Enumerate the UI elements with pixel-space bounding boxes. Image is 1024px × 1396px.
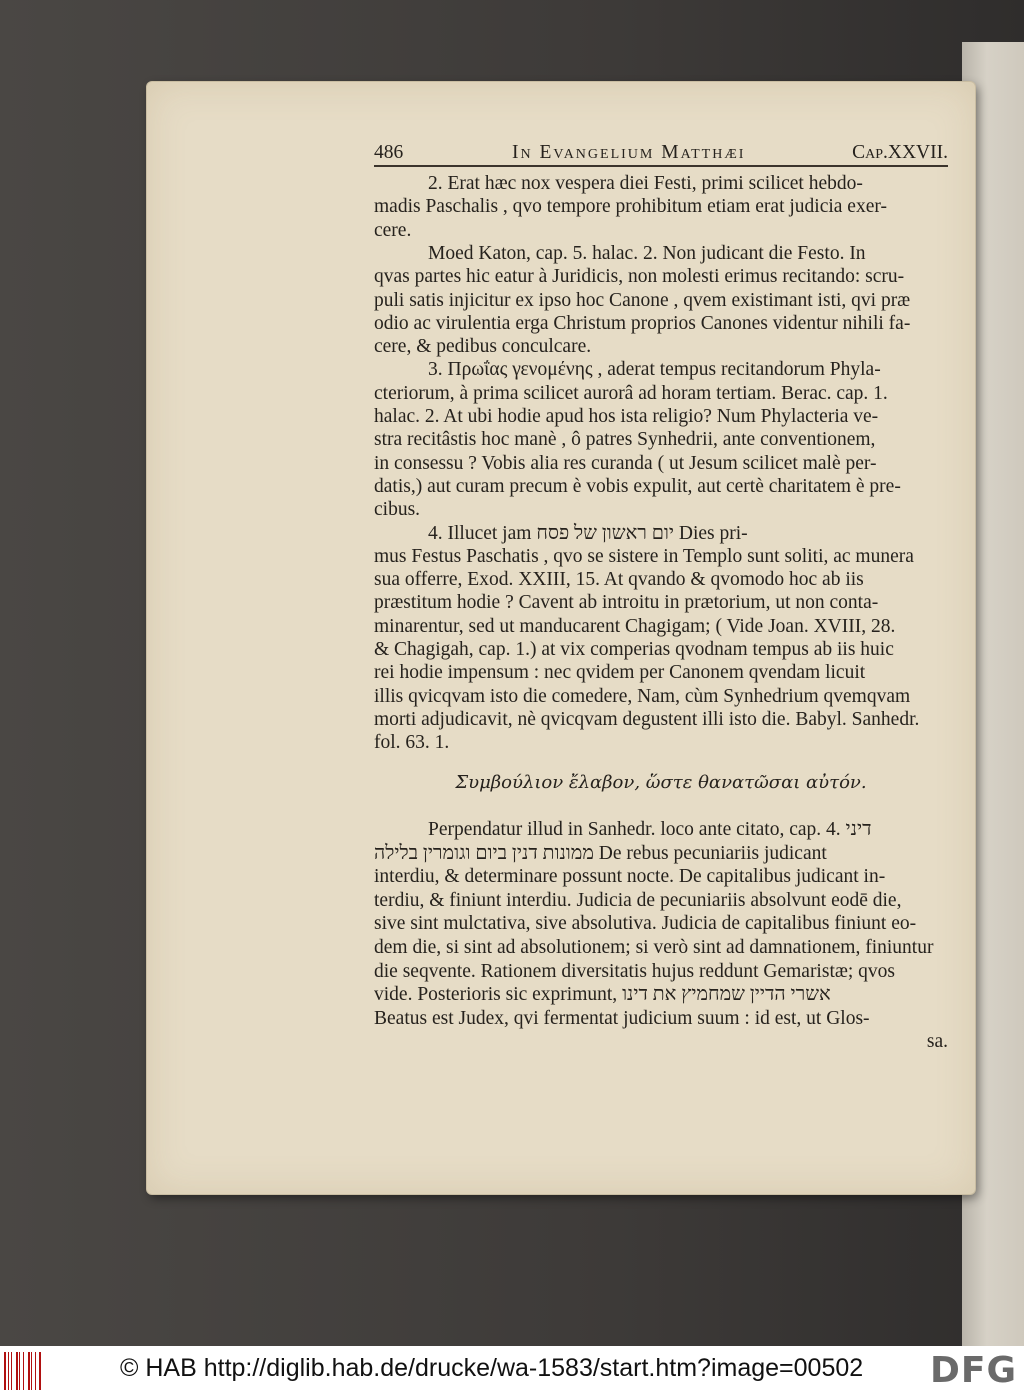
chapter-label: Cap.XXVII.	[852, 142, 948, 163]
page-number: 486	[374, 142, 404, 163]
text-line: interdiu, & determinare possunt nocte. De capitalibus judicant in-	[374, 866, 886, 888]
text-line: sa.	[926, 1031, 948, 1053]
text-line: & Chagigah, cap. 1.) at vix comperias qvodnam tempus ab iis huic	[374, 639, 894, 660]
barcode-bar	[11, 1352, 12, 1390]
barcode-icon	[4, 1352, 44, 1390]
barcode-bar	[39, 1352, 41, 1390]
text-line: ממונות דנין ביום וגומרין בלילה De rebus pecuniariis judicant	[374, 842, 827, 864]
text-line: terdiu, & finiunt interdiu. Judicia de pecuniariis absolvunt eodē die,	[374, 889, 902, 911]
barcode-bar	[19, 1352, 20, 1390]
text-line: Moed Katon, cap. 5. halac. 2. Non judicant die Festo. In	[428, 242, 866, 264]
text-line: 4. Illucet jam יום ראשון של פסח Dies pri-	[428, 522, 748, 544]
barcode-bar	[31, 1352, 32, 1390]
text-line: 3. Πρωΐας γενομένης , aderat tempus recitandorum Phyla-	[428, 359, 881, 381]
text-line: Beatus est Judex, qvi fermentat judicium suum : id est, ut Glos-	[374, 1007, 870, 1029]
text-line: cere.	[374, 219, 412, 241]
text-line: datis,) aut curam precum è vobis expulit, aut certè charitatem è pre-	[374, 475, 901, 497]
barcode-bar	[35, 1352, 36, 1390]
text-line: puli satis injicitur ex ipso hoc Canone , qvem existimant isti, qvi præ	[374, 289, 911, 311]
text-line: illis qvicqvam isto die comedere, Nam, cùm Synhedrium qvemqvam	[374, 685, 911, 707]
text-line: Perpendatur illud in Sanhedr. loco ante citato, cap. 4. דיני	[428, 819, 872, 840]
barcode-bar	[4, 1352, 6, 1390]
barcode-bar	[23, 1352, 24, 1390]
dfg-logo: DFG	[930, 1350, 1018, 1391]
text-line: sive sint mulctativa, sive absolutiva. Judicia de capitalibus finiunt eo-	[374, 913, 917, 935]
barcode-bar	[8, 1352, 9, 1390]
barcode-bar	[28, 1352, 30, 1390]
copyright-link[interactable]: © HAB http://diglib.hab.de/drucke/wa-1583/start.htm?image=00502	[120, 1354, 864, 1382]
text-line: sua offerre, Exod. XXIII, 15. At qvando & qvomodo hoc ab iis	[374, 569, 864, 591]
text-line: halac. 2. At ubi hodie apud hos ista religio? Num Phylacteria ve-	[374, 406, 879, 427]
barcode-bar	[16, 1352, 18, 1390]
text-line: qvas partes hic eatur à Juridicis, non molesti erimus recitando: scru-	[374, 266, 905, 288]
header-rule	[374, 165, 948, 167]
text-line: rei hodie impensum : nec qvidem per Canonem qvendam licuit	[374, 662, 866, 684]
text-line: dem die, si sint ad absolutionem; si verò sint ad damnationem, finiuntur	[374, 937, 934, 958]
text-line: præstitum hodie ? Cavent ab introitu in prætorium, ut non conta-	[374, 592, 879, 614]
text-line: 2. Erat hæc nox vespera diei Festi, primi scilicet hebdo-	[428, 173, 863, 194]
text-line: stra recitâstis hoc manè , ô patres Synhedrii, ante conventionem,	[374, 429, 876, 451]
text-line: odio ac virulentia erga Christum proprios Canones videntur nihili fa-	[374, 312, 911, 334]
text-line: cteriorum, à prima scilicet aurorâ ad horam tertiam. Berac. cap. 1.	[374, 382, 888, 404]
text-line: in consessu ? Vobis alia res curanda ( ut Jesum scilicet malè per-	[374, 452, 877, 474]
running-title: In Evangelium Matthæi	[512, 142, 746, 163]
text-line: minarentur, sed ut manducarent Chagigam; ( Vide Joan. XVIII, 28.	[374, 615, 896, 637]
text-line: mus Festus Paschatis , qvo se sistere in Templo sunt soliti, ac munera	[374, 545, 914, 567]
text-line: cere, & pedibus conculcare.	[374, 336, 592, 358]
footer-bar	[0, 1346, 1024, 1396]
text-line: vide. Posterioris sic exprimunt, אשרי הדיין שמחמיץ את דינו	[374, 984, 831, 1006]
text-line: die seqvente. Rationem diversitatis hujus reddunt Gemaristæ; qvos	[374, 960, 895, 982]
text-line: morti adjudicavit, nè qvicqvam degustent illi isto die. Babyl. Sanhedr.	[374, 708, 920, 730]
greek-heading: Συμβούλιον ἔλαβον, ὥστε θανατῶσαι αὐτόν.	[455, 772, 867, 793]
text-line: fol. 63. 1.	[374, 732, 450, 754]
text-line: madis Paschalis , qvo tempore prohibitum etiam erat judicia exer-	[374, 196, 887, 218]
text-line: cibus.	[374, 499, 421, 521]
